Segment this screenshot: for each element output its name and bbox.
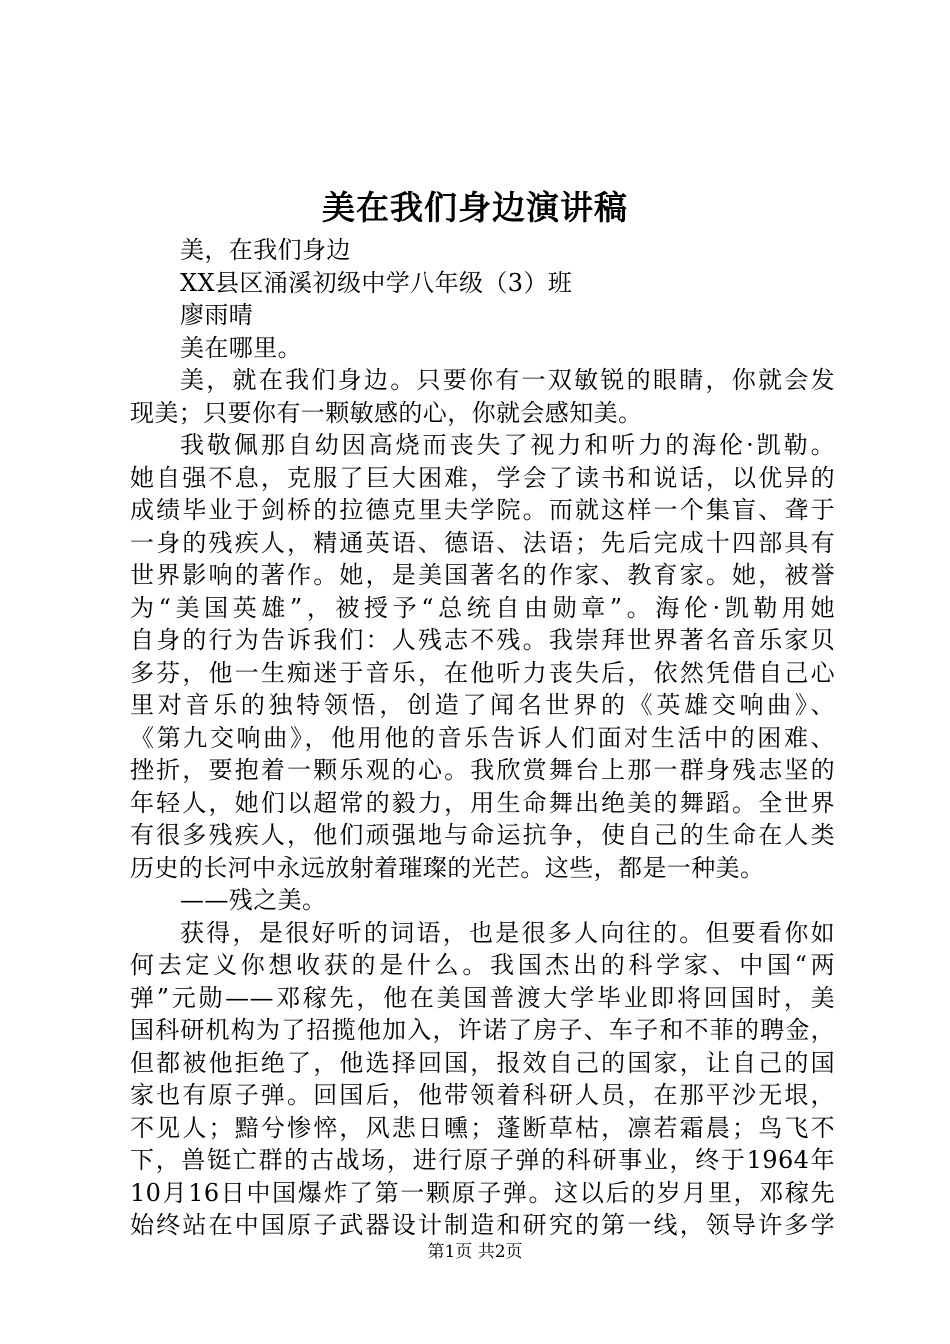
body-line: 我敬佩那自幼因高烧而丧失了视力和听力的海伦·凯勒。	[180, 431, 835, 459]
body-line: 为“美国英雄”，被授予“总统自由勋章”。海伦·凯勒用她	[130, 593, 835, 622]
body-line: 挫折，要抱着一颗乐观的心。我欣赏舞台上那一群身残志坚的	[130, 756, 835, 784]
body-line: 下，兽铤亡群的古战场，进行原子弹的科研事业，终于1964年	[130, 1146, 835, 1174]
body-line: 《第九交响曲》，他用他的音乐告诉人们面对生活中的困难、	[130, 723, 835, 752]
document-title: 美在我们身边演讲稿	[322, 188, 628, 227]
body-line: 始终站在中国原子武器设计制造和研究的第一线，领导许多学	[130, 1211, 835, 1239]
body-line: 历史的长河中永远放射着璀璨的光芒。这些，都是一种美。	[130, 853, 765, 882]
body-line: XX县区涌溪初级中学八年级（3）班	[180, 268, 573, 297]
body-line: 但都被他拒绝了，他选择回国，报效自己的国家，让自己的国	[130, 1048, 835, 1077]
body-line: 10月16日中国爆炸了第一颗原子弹。这以后的岁月里，邓稼先	[130, 1178, 835, 1207]
body-line: 国科研机构为了招揽他加入，许诺了房子、车子和不菲的聘金，	[130, 1016, 835, 1044]
document-body	[130, 234, 835, 1242]
body-line: 现美；只要你有一颗敏感的心，你就会感知美。	[130, 398, 643, 427]
body-line: 家也有原子弹。回国后，他带领着科研人员，在那平沙无垠，	[130, 1081, 835, 1109]
body-line: 世界影响的著作。她，是美国著名的作家、教育家。她，被誉	[130, 561, 835, 589]
body-line: 不见人；黯兮惨悴，风悲日曛；蓬断草枯，凛若霜晨；鸟飞不	[130, 1113, 835, 1142]
body-line: 有很多残疾人，他们顽强地与命运抗争，使自己的生命在人类	[130, 821, 835, 849]
body-line: 她自强不息，克服了巨大困难，学会了读书和说话，以优异的	[130, 463, 835, 492]
body-line: 成绩毕业于剑桥的拉德克里夫学院。而就这样一个集盲、聋于	[130, 496, 835, 524]
body-line: 获得，是很好听的词语，也是很多人向往的。但要看你如	[180, 918, 835, 947]
body-line: 年轻人，她们以超常的毅力，用生命舞出绝美的舞蹈。全世界	[130, 788, 835, 817]
body-line: 美，就在我们身边。只要你有一双敏锐的眼睛，你就会发	[180, 366, 835, 394]
body-line: 多芬，他一生痴迷于音乐，在他听力丧失后，依然凭借自己心	[130, 658, 835, 687]
body-line: 美在哪里。	[180, 333, 302, 362]
body-line: 廖雨晴	[180, 301, 254, 329]
body-line: 里对音乐的独特领悟，创造了闻名世界的《英雄交响曲》、	[130, 691, 835, 719]
body-line: 一身的残疾人，精通英语、德语、法语；先后完成十四部具有	[130, 528, 835, 557]
body-line: ——残之美。	[180, 886, 327, 914]
body-line: 弹”元勋——邓稼先，他在美国普渡大学毕业即将回国时，美	[130, 983, 835, 1012]
body-line: 美，在我们身边	[180, 236, 351, 264]
body-line: 自身的行为告诉我们：人残志不残。我崇拜世界著名音乐家贝	[130, 626, 835, 654]
page-footer: 第1页 共2页	[427, 1242, 523, 1262]
body-line: 何去定义你想收获的是什么。我国杰出的科学家、中国“两	[130, 951, 835, 979]
